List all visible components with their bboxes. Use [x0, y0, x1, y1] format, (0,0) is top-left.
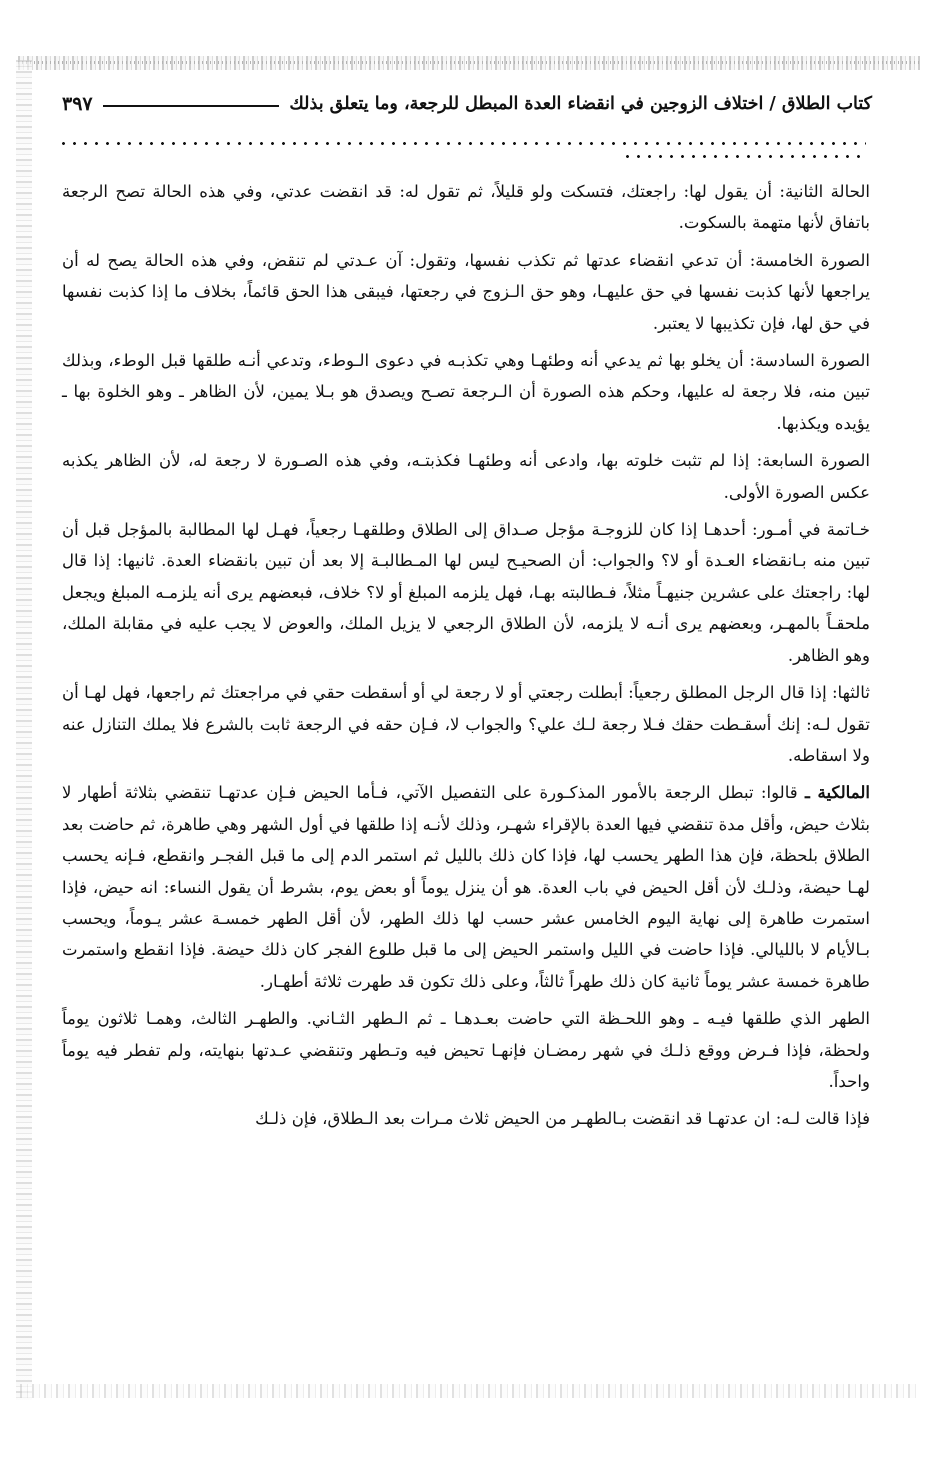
paragraph-form-seven: الصورة السابعة: إذا لم تثبت خلوته بها، وادعى أنه وطئهـا فكذبتـه، وفي هذه الصـورة لا رجعة له، لأن الظاهر يكذبه عكس الصورة الأولى.: [62, 451, 870, 502]
header-title: كتاب الطلاق / اختلاف الزوجين في انقضاء العدة المبطل للرجعة، وما يتعلق بذلك: [289, 94, 872, 114]
running-header: [62, 84, 872, 124]
paragraph-form-six: الصورة السادسة: أن يخلو بها ثم يدعي أنه وطئهـا وهي تكذبـه في دعوى الـوطء، وتدعي أنـه طلقها قبل الوطء، وبذلك تبين منه، فلا رجعة له عليها، وحكم هذه الصورة أن الـرجعة تصـح ويصدق هو بـلا يمين، لأن الظاهر ـ وهو الخلوة بها ـ يؤيده ويكذبها.: [62, 351, 870, 433]
page-number: ٣٩٧: [62, 93, 93, 115]
paragraph-third-matter: ثالثها: إذا قال الرجل المطلق رجعياً: أبطلت رجعتي أو لا رجعة لي أو أسقطت حقي في مراجعتك ثم راجعها، فهل لهـا أن تقول لـه: إنك أسقـطت حقك فـلا رجعة لـك علي؟ والجواب لا، فـإن حقه في الرجعة ثابت بالشرع فلا يملك التنازل عنه ولا اسقاطه.: [62, 683, 870, 765]
paragraph-malikiyya: [62, 777, 870, 997]
scan-border-left: [16, 60, 32, 1400]
paragraph-first-purity: الطهر الذي طلقها فيـه ـ وهو اللحـظة التي حاضت بعـدهـا ـ ثم الـطهر الثـاني. والطهـر الثالث، وهمـا ثلاثون يوماً ولحظة، فإذا فـرض ووقع ذلـك في شهر رمضـان فإنهـا تحيض فيه وتـطهر وتنقضي عـدتها بنهايته، ولم تفطر فيه يوماً واحداً.: [62, 1009, 870, 1091]
paragraph-form-five: الصورة الخامسة: أن تدعي انقضاء عدتها ثم تكذب نفسها، وتقول: آن عـدتي لم تنقض، وفي هذه الحالة يصح له أن يراجعها لأنها كذبت نفسها في حق عليهـا، وهو حق الـزوج في رجعتها، فيبقى هذا الحق قائماً، بخلاف ما إذا كذبت نفسها في حق لها، فإن تكذيبها لا يعتبر.: [62, 250, 870, 333]
scan-border-bottom: [20, 1384, 918, 1398]
malikiyya-text: قالوا: تبطل الرجعة بالأمور المذكـورة على التفصيل الآتي، فـأما الحيض فـإن عدتهـا تنقضي بثلاثة أطهار لا بثلاث حيض، وأقل مدة تنقضي فيها العدة بالإقراء شهـر، وذلك لأنـه إذا طلقها في أول الشهر وهي طاهرة، ثم حاضت بعد الطلاق بلحظة، فإن هذا الطهر يحسب لها، فإذا كان ذلك بالليل ثم استمر الدم إلى ما قبل الفجـر وانقطع، فـإنه يحسب لهـا حيضة، وذلـك لأن أقل الحيض في باب العدة. هو أن ينزل يوماً أو بعض يوم، بشرط أن يقول النساء: انه حيض، فإذا استمرت طاهرة إلى نهاية اليوم الخامس عشر حسب لها ذلك الطهر، لأن أقل الطهر خمسـة عشر يـوماً، ويحسب بـالأيام لا بالليالي. فإذا حاضت في الليل واستمر الحيض إلى ما قبل طلوع الفجر كان ذلك حيضة. فإذا انقطع واستمرت طاهرة خمسة عشر يوماً ثانية كان ذلك طهراً ثالثاً، وعلى ذلك تكون قد طهرت ثلاثة أطهـار.: [62, 783, 870, 991]
paragraph-if-she-said: فإذا قالت لـه: ان عدتهـا قد انقضت بـالطهـر من الحيض ثلاث مـرات بعد الـطلاق، فإن ذلـك: [255, 1109, 870, 1129]
page-body: [62, 176, 870, 1141]
scan-border-top: [18, 56, 920, 70]
paragraph-conclusion: خـاتمة في أمـور: أحدهـا إذا كان للزوجـة مؤجل صـداق إلى الطلاق وطلقهـا رجعياً، فهـل لها المطالبة بالمؤجل قبل أن تبين منه بـانقضاء العـدة أو لا؟ والجواب: أن الصحيـح ليس لها المـطالبـة إلا بعد أن تبين بانقضاء العدة. ثانيها: إذا قال لها: راجعتك على عشرين جنيهـاً مثلاً، فـطالبته بهـا، فهل يلزمه المبلغ أو لا؟ خلاف، فبعضهم يرى أنه يلزمـه المبلغ ويجعل ملحقـاً بالمهـر، وبعضهم يرى أنـه لا يلزمه، لأن الطلاق الرجعي لا يزيل الملك، والعوض لا يجب عليه في مقابلة الملك، وهو الظاهر.: [62, 520, 870, 665]
paragraph-case-two: الحالة الثانية: أن يقول لها: راجعتك، فتسكت ولو قليلاً، ثم تقول له: قد انقضت عدتي، وفي هذه الحالة تصح الرجعة باتفاق لأنها متهمة بالسكوت.: [62, 182, 870, 233]
header-dotted-rule: [62, 142, 866, 145]
header-rule: [103, 105, 280, 107]
malikiyya-heading: المالكية ـ: [804, 782, 870, 803]
header-dotted-rule-short: [626, 155, 866, 158]
